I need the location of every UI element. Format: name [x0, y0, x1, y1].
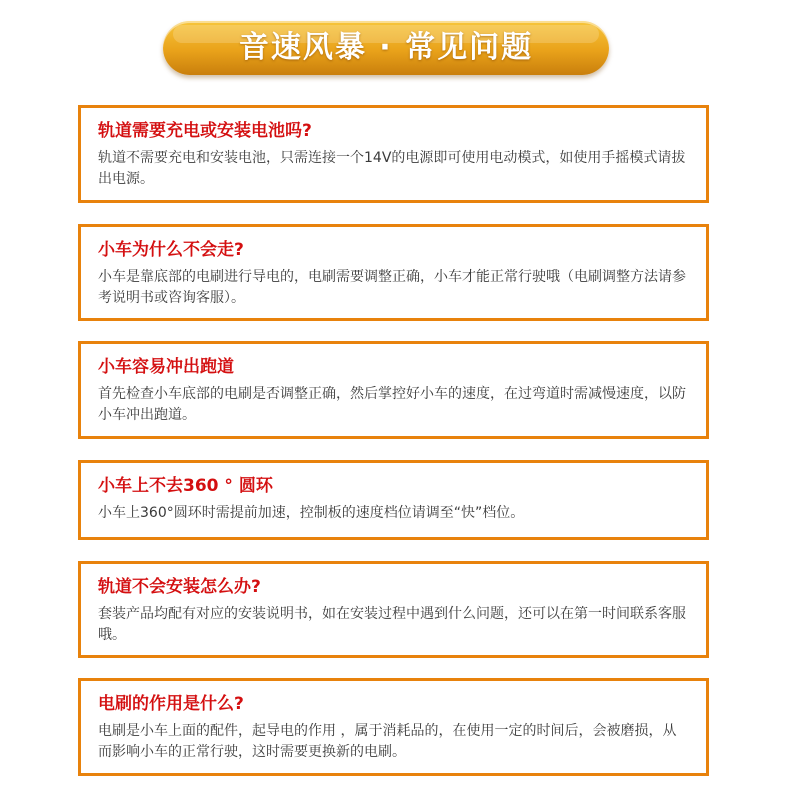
faq-card: [78, 561, 709, 658]
faq-question: 小车容易冲出跑道: [98, 357, 234, 377]
faq-card: [78, 460, 709, 540]
faq-answer: 轨道不需要充电和安装电池，只需连接一个14V的电源即可使用电动模式，如使用手摇模式请拔出电源。: [98, 150, 686, 187]
faq-answer: 小车是靠底部的电刷进行导电的，电刷需要调整正确，小车才能正常行驶哦（电刷调整方法请参考说明书或咨询客服）。: [98, 269, 686, 306]
faq-answer: 首先检查小车底部的电刷是否调整正确，然后掌控好小车的速度，在过弯道时需减慢速度，以防小车冲出跑道。: [98, 386, 686, 423]
page-title: 音速风暴 · 常见问题: [238, 30, 534, 65]
faq-question: 轨道需要充电或安装电池吗?: [98, 121, 312, 141]
faq-answer: 电刷是小车上面的配件，起导电的作用 ，属于消耗品的，在使用一定的时间后，会被磨损，从而影响小车的正常行驶，这时需要更换新的电刷。: [98, 723, 677, 760]
faq-question: 小车为什么不会走?: [98, 240, 244, 260]
faq-answer: 套装产品均配有对应的安装说明书，如在安装过程中遇到什么问题，还可以在第一时间联系客服哦。: [98, 606, 686, 643]
faq-question: 轨道不会安装怎么办?: [98, 577, 261, 597]
faq-card: [78, 224, 709, 321]
faq-answer: 小车上360°圆环时需提前加速，控制板的速度档位请调至“快”档位。: [98, 505, 525, 521]
faq-card: [78, 341, 709, 439]
faq-card: [78, 678, 709, 776]
faq-question: 小车上不去360 ° 圆环: [98, 476, 273, 496]
title-banner: [163, 21, 609, 75]
faq-question: 电刷的作用是什么?: [98, 694, 244, 714]
faq-card: [78, 105, 709, 203]
